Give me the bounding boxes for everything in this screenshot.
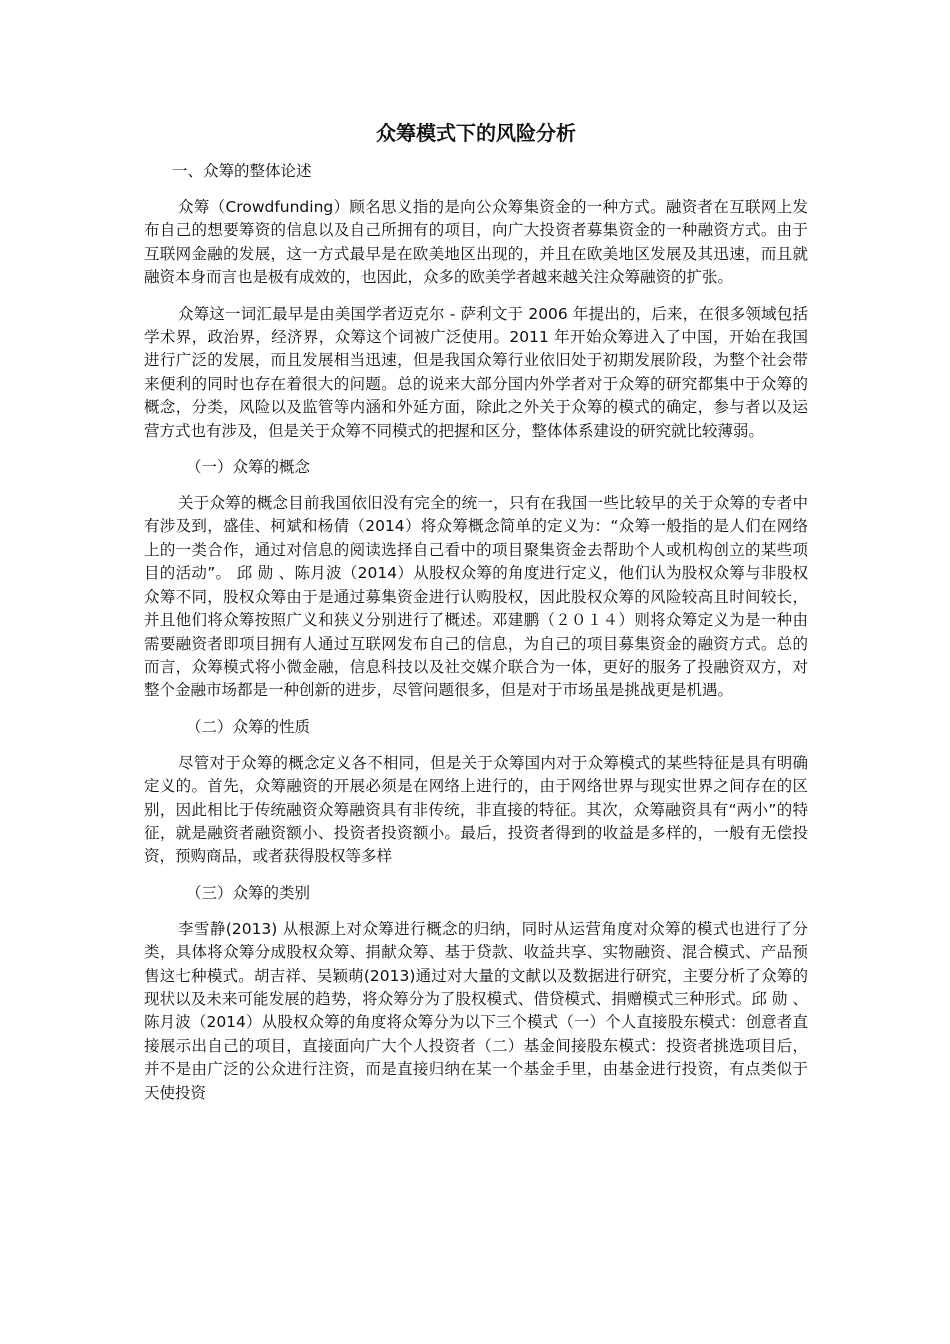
paragraph: 众筹（Crowdfunding）顾名思义指的是向公众筹集资金的一种方式。融资者在互联网上发布自己的想要筹资的信息以及自己所拥有的项目，向广大投资者募集资金的一种融资方式。由于互联网金融的发展，这一方式最早是在欧美地区出现的，并且在欧美地区发展及其迅速，而且就融资本身而言也是极有成效的，也因此，众多的欧美学者越来越关注众筹融资的扩张。 xyxy=(144,198,808,287)
subsection-heading: （一）众筹的概念 xyxy=(186,458,311,477)
paragraph: 尽管对于众筹的概念定义各不相同，但是关于众筹国内对于众筹模式的某些特征是具有明确定义的。首先，众筹融资的开展必须是在网络上进行的，由于网络世界与现实世界之间存在的区别，因此相比于传统融资众筹融资具有非传统，非直接的特征。其次，众筹融资具有“两小”的特征，就是融资者融资额小、投资者投资额小。最后，投资者得到的收益是多样的，一般有无偿投资，预购商品，或者获得股权等多样 xyxy=(144,753,808,866)
document-title: 众筹模式下的风险分析 xyxy=(376,121,576,145)
document-body xyxy=(144,118,808,1118)
section-heading: 一、众筹的整体论述 xyxy=(172,162,312,180)
subsection-heading: （三）众筹的类别 xyxy=(186,883,311,902)
subsection-heading: （二）众筹的性质 xyxy=(186,717,311,736)
paragraph: 众筹这一词汇最早是由美国学者迈克尔 - 萨利文于 2006 年提出的，后来，在很多领域包括学术界，政治界，经济界，众筹这个词被广泛使用。2011 年开始众筹进入了中国，开始在我国进行广泛的发展，而且发展相当迅速，但是我国众筹行业依旧处于初期发展阶段，为整个社会带来便利的同时也存在着很大的问题。总的说来大部分国内外学者对于众筹的研究都集中于众筹的概念，分类，风险以及监管等内涵和外延方面，除此之外关于众筹的模式的确定，参与者以及运营方式也有涉及，但是关于众筹不同模式的把握和区分，整体体系建设的研究就比较薄弱。 xyxy=(144,304,808,440)
paragraph: 李雪静(2013) 从根源上对众筹进行概念的归纳，同时从运营角度对众筹的模式也进行了分类，具体将众筹分成股权众筹、捐献众筹、基于贷款、收益共享、实物融资、混合模式、产品预售这七种模式。胡吉祥、吴颖萌(2013)通过对大量的文献以及数据进行研究，主要分析了众筹的现状以及未来可能发展的趋势，将众筹分为了股权模式、借贷模式、捐赠模式三种形式。邱 勋 、陈月波（2014）从股权众筹的角度将众筹分为以下三个模式（一）个人直接股东模式：创意者直接展示出自己的项目，直接面向广大个人投资者（二）基金间接股东模式：投资者挑选项目后，并不是由广泛的公众进行注资，而是直接归纳在某一个基金手里，由基金进行投资，有点类似于天使投资 xyxy=(144,919,808,1102)
paragraph: 关于众筹的概念目前我国依旧没有完全的统一，只有在我国一些比较早的关于众筹的专者中有涉及到，盛佳、柯斌和杨倩（2014）将众筹概念简单的定义为：“众筹一般指的是人们在网络上的一类合作，通过对信息的阅读选择自己看中的项目聚集资金去帮助个人或机构创立的某些项目的活动”。 邱 勋 、陈月波（2014）从股权众筹的角度进行定义，他们认为股权众筹与非股权众筹不同，股权众筹由于是通过募集资金进行认购股权，因此股权众筹的风险较高且时间较长，并且他们将众筹按照广义和狭义分别进行了概述。邓建鹏（２０１４）则将众筹定义为是一种由需要融资者即项目拥有人通过互联网发布自己的信息，为自己的项目募集资金的融资方式。总的而言，众筹模式将小微金融，信息科技以及社交媒介联合为一体，更好的服务了投融资双方，对整个金融市场都是一种创新的进步，尽管问题很多，但是对于市场虽是挑战更是机遇。 xyxy=(144,494,808,700)
